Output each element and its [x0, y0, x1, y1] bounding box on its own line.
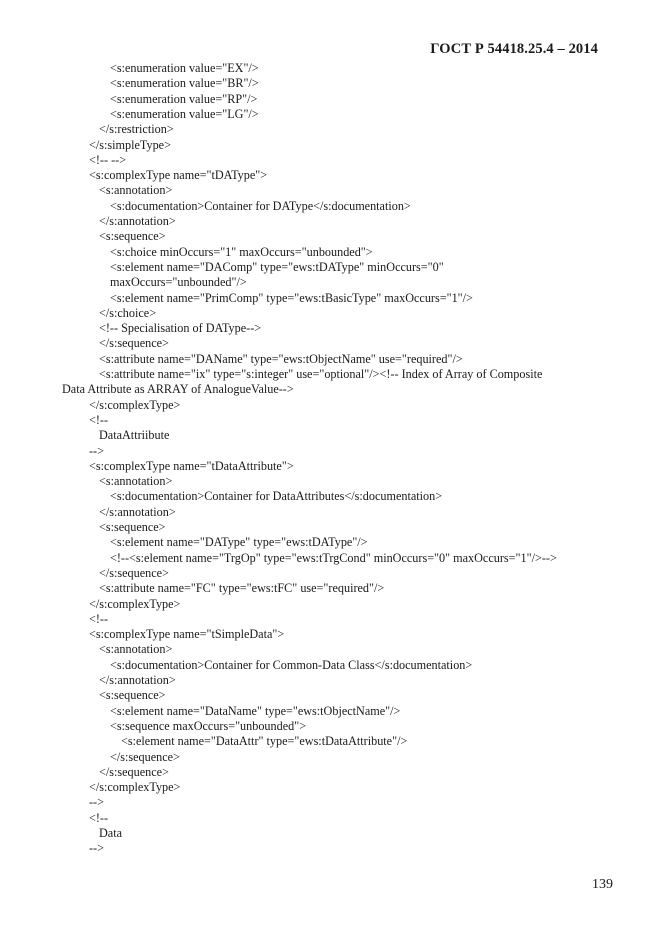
- code-line: <s:sequence maxOccurs="unbounded">: [110, 718, 307, 733]
- code-line: <s:documentation>Container for DAType</s:documentation>: [110, 198, 411, 213]
- code-line: <s:attribute name="DAName" type="ews:tObjectName" use="required"/>: [99, 351, 463, 366]
- code-line: <s:element name="DAType" type="ews:tDAType"/>: [110, 535, 368, 550]
- code-line: <s:complexType name="tDAType">: [89, 168, 268, 183]
- code-line: <s:attribute name="ix" type="s:integer" use="optional"/><!-- Index of Array of Composite: [99, 367, 543, 381]
- code-line: </s:complexType>: [89, 780, 181, 795]
- code-line: <s:attribute name="FC" type="ews:tFC" use="required"/>: [99, 581, 385, 596]
- code-line: <s:enumeration value="BR"/>: [110, 76, 259, 91]
- code-line: <s:annotation>: [99, 642, 173, 657]
- code-line: <s:annotation>: [99, 183, 173, 198]
- code-line: Data Attribute as ARRAY of AnalogueValue-->: [62, 382, 294, 397]
- code-line: </s:sequence>: [99, 764, 169, 779]
- code-line: -->: [89, 841, 104, 856]
- code-line: <s:complexType name="tDataAttribute">: [89, 458, 294, 473]
- code-line: <s:enumeration value="EX"/>: [110, 61, 259, 75]
- code-line: <!-- Specialisation of DAType-->: [99, 321, 262, 336]
- code-line: <s:element name="DAComp" type="ews:tDAType" minOccurs="0": [110, 259, 444, 274]
- code-line: </s:sequence>: [99, 336, 169, 351]
- code-line: DataAttriibute: [99, 428, 170, 443]
- code-line: Data: [99, 826, 123, 840]
- code-line: <!--: [89, 412, 109, 427]
- code-line: </s:annotation>: [99, 214, 176, 228]
- code-line: </s:simpleType>: [89, 137, 171, 152]
- code-line: <s:choice minOccurs="1" maxOccurs="unbounded">: [110, 244, 373, 259]
- code-line: </s:complexType>: [89, 596, 181, 611]
- code-line: </s:restriction>: [99, 122, 174, 137]
- code-line: </s:choice>: [99, 305, 157, 320]
- code-line: <!--<s:element name="TrgOp" type="ews:tTrgCond" minOccurs="0" maxOccurs="1"/>-->: [110, 550, 557, 565]
- code-line: -->: [89, 795, 104, 810]
- code-line: </s:sequence>: [110, 749, 180, 764]
- code-line: <s:element name="DataAttr" type="ews:tDataAttribute"/>: [121, 734, 408, 749]
- code-line: </s:annotation>: [99, 504, 176, 519]
- code-line: -->: [89, 443, 104, 458]
- code-line: <s:annotation>: [99, 474, 173, 489]
- code-line: <s:documentation>Container for DataAttributes</s:documentation>: [110, 489, 443, 504]
- code-line: <s:element name="DataName" type="ews:tObjectName"/>: [110, 703, 401, 718]
- document-header: ГОСТ Р 54418.25.4 – 2014: [430, 41, 598, 57]
- code-line: <s:sequence>: [99, 229, 166, 244]
- code-line: </s:sequence>: [99, 565, 169, 580]
- page-number: 139: [592, 877, 613, 892]
- code-line: <s:complexType name="tSimpleData">: [89, 627, 285, 642]
- code-line: <s:documentation>Container for Common-Data Class</s:documentation>: [110, 657, 473, 672]
- code-line: </s:complexType>: [89, 397, 181, 412]
- code-line: <s:enumeration value="LG"/>: [110, 106, 259, 121]
- code-line: <s:element name="PrimComp" type="ews:tBasicType" maxOccurs="1"/>: [110, 290, 473, 305]
- code-line: <!--: [89, 810, 109, 825]
- code-line: maxOccurs="unbounded"/>: [110, 275, 247, 290]
- code-line: <!--: [89, 611, 109, 626]
- code-line: <s:enumeration value="RP"/>: [110, 91, 258, 106]
- code-line: <!-- -->: [89, 152, 127, 167]
- code-line: <s:sequence>: [99, 520, 166, 534]
- code-line: <s:sequence>: [99, 688, 166, 703]
- code-line: </s:annotation>: [99, 673, 176, 687]
